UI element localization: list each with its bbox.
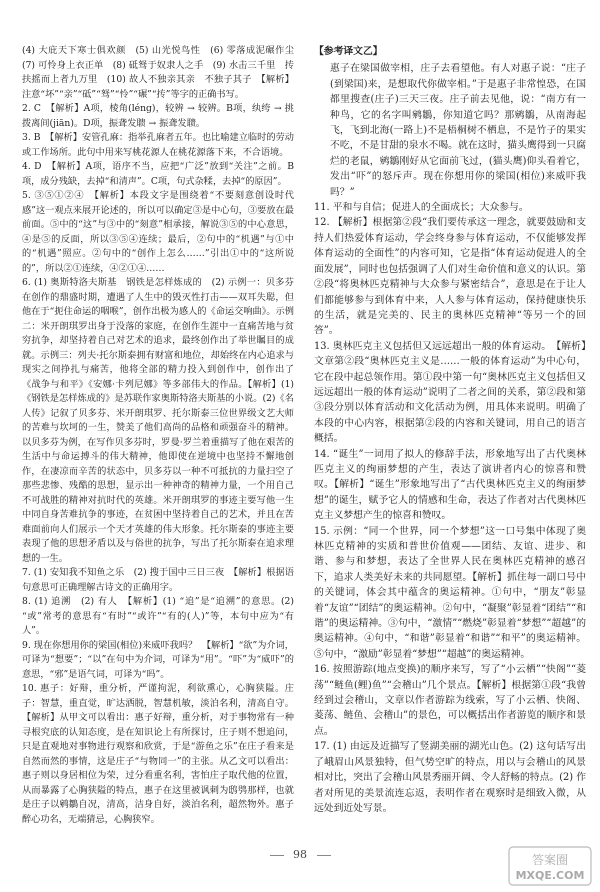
answer-item-14: 14. “诞生”一词用了拟人的修辞手法，形象地写出了古代奥林匹克主义的绚丽梦想的产生，表达了演讲者内心的惊喜和赞叹。【解析】“诞生”形象地写出了“古代奥林匹克主义的绚丽梦想”的诞生，赋予它人的情感和生命，表达了作者对古代奥林匹克主义梦想产生的惊喜和赞叹。 [314,448,586,522]
footer-rule-left [270,855,284,856]
answer-item-3: 3. B 【解析】安管孔麻：指举孔麻者五年。也比喻建立临时的劳动或工作场所。此句中用来写桃花源人在桃花源落下来，不合语境。 [22,132,294,158]
answer-item-8: 8. (1) 追溯 (2) 有人 【解析】(1) “追”是“追溯”的意思。(2) “或”常考的意思有“有时”“或许”“有的(人)”等，本句中应为“有人”。 [22,596,294,636]
answer-item-1: (4) 大庇天下寒士俱欢颜 (5) 山光悦鸟性 (6) 零落成泥碾作尘 (7) 可怜身上衣正单 (8) 砥驽于奴隶人之手 (9) 水击三千里 抟扶摇而上者九万里 (10) 故人不独亲其亲 不独子其子 【解析】注意“坏”“亲”“砥”“驽”“怜”“碾”“抟”等字的正确书写。 [22,45,304,100]
answer-item-6: 6. (1) 奥斯特洛夫斯基 钢铁是怎样炼成的 (2) 示例一：贝多芬在创作的鼎盛时期，遭遇了人生中的毁灭性打击——双耳失聪，但他在于“扼住命运的咽喉”，创作出极为感人的《命运交响曲》。示例二：米开朗琪罗出身于没落的家庭，在创作生涯中一直痛苦地与贫穷抗争，却坚持着自己对艺术的追求，最终创作出了举世瞩目的成就。示例三：列夫·托尔斯泰拥有财富和地位，却始终在内心追求与现实之间挣扎与痛苦，他将全部的精力投入到创作中，创作出了《战争与和平》《安娜·卡列尼娜》等多部伟大的作品。【解析】(1)《钢铁是怎样炼成的》是苏联作家奥斯特洛夫斯基的小说。(2)《名人传》记叙了贝多芬、米开朗琪罗、托尔斯泰三位世界级文艺大师的苦难与坎坷的一生，赞美了他们高尚的品格和顽强奋斗的精神。以贝多芬为例，在写作贝多芬时，罗曼·罗兰着重描写了他在艰苦的生活中与命运搏斗的伟大精神，他即使在逆境中也坚持不懈地创作，在凄凉而辛苦的状态中，贝多芬以一种不可抵抗的力量扫空了那些悲惨、残酷的思想，显示出一种神奇的精神力量，一个用自己不可战胜的精神对抗时代的英雄。米开朗琪罗的事迹主要写他一生中同自身苦难抗争的事迹，在贫困中坚持着自己的艺术，并且在苦难面前向人们展示一个天才英雄的伟大形象。托尔斯泰的事迹主要表现了他的思想矛盾以及与俗世的抗争，写出了托尔斯泰在追求理想的一生。 [22,277,294,564]
answer-item-15: 15. 示例：“同一个世界，同一个梦想”这一口号集中体现了奥林匹克精神的实质和普世价值观——团结、友谊、进步、和谐、参与和梦想，表达了全世界人民在奥林匹克精神的感召下，追求人类美好未来的共同愿望。【解析】抓住每一副口号中的关键词，体会其中蕴含的奥运精神。①句中，“朋友”彰显着“友谊”“团结”的奥运精神。②句中，“凝聚”彰显着“团结”“和谐”的奥运精神。③句中，“激情”“燃烧”彰显着“梦想”“超越”的奥运精神。④句中，“和谐”彰显着“和谐”“和平”的奥运精神。⑤句中，“激励”彰显着“梦想”“超越”的奥运精神。 [314,525,586,660]
watermark-line2: MXQE.COM [515,869,585,882]
answer-item-13: 13. 奥林匹克主义包括但又远远超出一般的体育运动。 【解析】文章第②段“奥林匹克主义是……一般的体育运动”为中心句，它在段中起总领作用。第①段中第一句“奥林匹克主义包括但又远远超出一般的体育运动”说明了二者之间的关系，第②段和第③段分别以体育活动和文化活动为例，用具体来说明。明确了本段的中心内容，根据第②段的内容和关键词，用自己的语言概括。 [314,340,586,445]
answer-item-5: 5. ③⑤①②④ 【解析】本段文字是围绕着“不要刻意创设时代感”这一观点来展开论述的，所以可以确定③是中心句，③要放在最前面。⑤中的“这”与③中的“刻意”相承接，解说③⑤的中心意思，④是⑤的反面，所以③⑤④连续；最后，②句中的“机遇”与①中的“机遇”照应。②句中的“创作上怎么……”引出①中的“这所说的”，所以②①连续，④②①④…… [22,190,294,274]
answer-item-16: 16. 按照游踪(地点变换)的顺序来写，写了“小云栖”“快阁”“菱荡”“鲢鱼(鲤)鱼”“会稽山”几个景点。【解析】根据第①段“我曾经到过会稽山，文章以作者游踪为线索，写了小云栖、快阁、菱荡、鲢鱼、会稽山”的景色，可以概括出作者游览的顺序和景点。 [314,664,586,737]
watermark-logo [508,846,592,886]
answer-item-11: 11. 平和与自信；促进人的全面成长；大众参与。 [314,202,529,214]
answer-item-10: 10. 惠子：好辩，重分析，严谨拘泥，利欲熏心，心胸狭隘。庄子：智慧，重直觉，旷达洒脱，智慧机敏，淡泊名利，清高自守。【解析】从甲文可以看出：惠子好辩，重分析，对于事物常有一种寻根究底的认知态度，是在知识论上有所探讨，庄子则不想追问，只是直观地对事物进行观察和欣赏，于是“游鱼之乐”在庄子看来是自然而然的事情，这是庄子“与物同一”的主张。从乙文可以看出：惠子则以身居相位为荣，过分看重名利，害怕庄子取代他的位置，从而暴露了心胸狭隘的特点，惠子在这里被讽刺为鸱鸮那样，也就是庄子以鹓鶵自况，清高，洁身自好，淡泊名利，超然物外。惠子醉心功名，无端猜忌，心胸狭窄。 [22,683,294,825]
right-column [314,44,586,816]
watermark-line1: 答案圈 [531,853,569,867]
answer-item-17: 17. (1) 由远及近描写了竖湖美丽的湖光山色。(2) 这句话写出了峨眉山风景独特，但气势空旷的特点，用以与会稽山的风景相对比，突出了会稽山风景秀丽开阔、令人舒畅的特点。(2) 作者对所见的美景流连忘返，表明作者在观察时是细致入微，从远处到近处写景。 [314,741,586,814]
translation-paragraph: 惠子在梁国做宰相，庄子去看望他。有人对惠子说：“庄子(到梁国)来，是想取代你做宰相。”于是惠子非常惶恐，在国都里搜查(庄子)三天三夜。庄子前去见他，说：“南方有一种鸟，它的名字叫鹓鶵，你知道它吗？那鹓鶵，从南海起飞，飞到北海(一路上)不是梧桐树不栖息，不是竹子的果实不吃，不是甘甜的泉水不喝。就在这时，猫头鹰得到一只腐烂的老鼠，鹓鶵刚好从它面前飞过，(猫头鹰)仰头看着它，发出“吓”的怒斥声。现在你想用你的梁国(相位)来威吓我吗？” [330,63,586,198]
section-heading: 【参考译文乙】 [314,46,383,57]
page-number: 98 [293,848,307,861]
answer-item-9: 9. 现在你想用你的梁国(相位)来威吓我吗？ 【解析】“欲”为介词，可译为“想要”；“以”在句中为介词，可译为“用”。“吓”为“威吓”的意思，“邪”是语气词，可译为“吗”。 [22,639,294,680]
footer-rule-right [317,855,331,856]
answer-item-7: 7. (1) 安知我不知鱼之乐 (2) 搜于国中三日三夜 【解析】根据语句意思可正确理解古诗文的正确用字。 [22,567,294,593]
answer-item-12: 12. 【解析】根据第②段“我们要传承这一理念，就要鼓励和支持人们热爱体育运动，学会终身参与体育运动，不仅能够发挥体育运动的全面性”的内容可知，它是指“体育运动促进人的全面发展”，同时也包括强调了人们对生命价值和意义的认识。第②段“将奥林匹克精神与大众参与紧密结合”，意思是在于让人们都能够参与到体育中来，人人参与体育运动，保持健康快乐的生活，就是完美的、民主的奥林匹克精神“等另一个的回答”。 [314,217,586,337]
answer-item-2: 2. C 【解析】A项，棱角(léng)，较辨 → 较辨。B项，纨绔 → 挑拨离间(jiān)。D项，振聋发聩 → 振聋发聩。 [22,103,294,129]
left-column [22,44,304,827]
answer-item-4: 4. D 【解析】A项，语序不当，应把“广泛”放到“关注”之前。B项，成分残缺，去掉“和清声”。C项，句式杂糅，去掉“的原因”。 [22,161,294,187]
